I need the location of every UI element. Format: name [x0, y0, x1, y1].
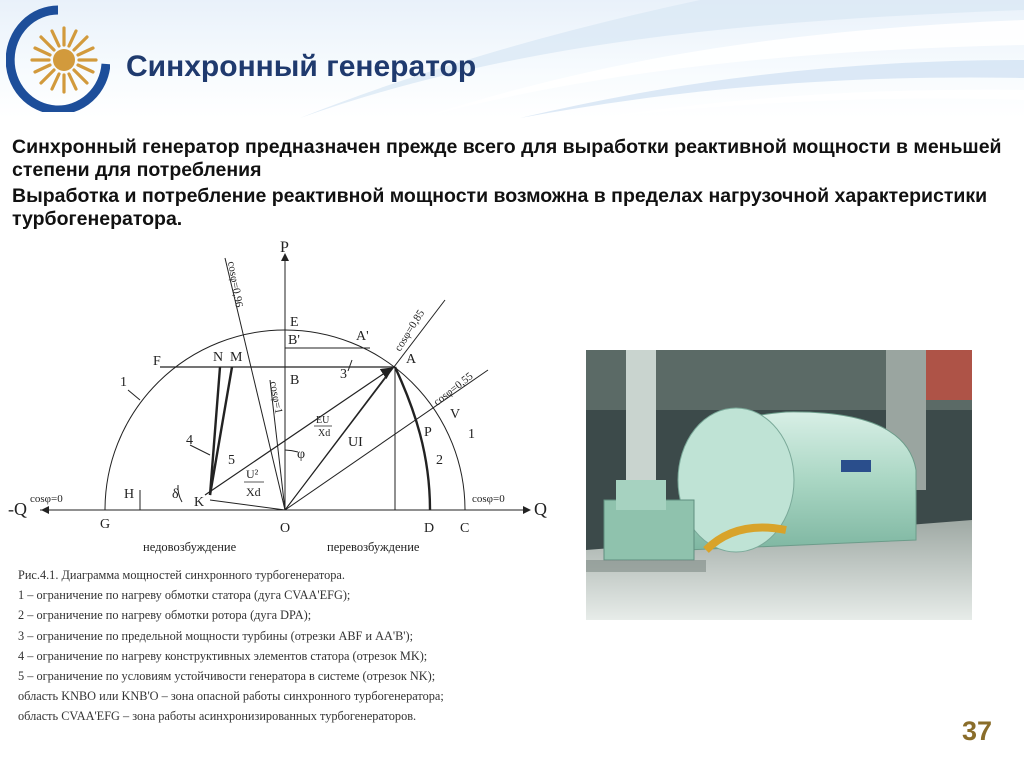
cos055-label: cosφ=0,55 — [431, 370, 476, 409]
point-m: M — [230, 350, 243, 365]
number-2: 2 — [436, 453, 443, 468]
o-a-line — [285, 368, 392, 510]
number-4: 4 — [186, 433, 193, 448]
caption-line: область KNBO или KNB'O – зона опасной работы синхронного турбогенератора; — [18, 689, 444, 704]
number-1-left: 1 — [120, 375, 127, 390]
number-3: 3 — [340, 367, 347, 382]
label-neg-q: -Q — [8, 499, 27, 519]
u2-label: U² — [246, 467, 259, 481]
point-d: D — [424, 521, 435, 536]
page-number: 37 — [962, 716, 993, 746]
caption-line: Рис.4.1. Диаграмма мощностей синхронного турбогенератора. — [18, 568, 345, 582]
caption-line: 1 – ограничение по нагреву обмотки статора (дуга CVAA'EFG); — [18, 588, 351, 603]
region-over-label: перевозбуждение — [327, 540, 420, 554]
point-c: C — [460, 521, 470, 536]
eu-label: EU — [316, 415, 330, 426]
limit-mk — [210, 367, 232, 495]
point-b: B — [290, 373, 300, 388]
point-k: K — [194, 495, 205, 510]
turbogenerator-photo — [586, 350, 972, 620]
point-n: N — [213, 350, 224, 365]
caption-line: область CVAA'EFG – зона работы асинхронизированных турбогенераторов. — [18, 709, 417, 724]
limit-nk — [210, 367, 220, 495]
point-a-prime: A' — [356, 329, 369, 344]
point-v: V — [450, 407, 461, 422]
point-b-prime: B' — [288, 333, 300, 348]
label-p: P — [280, 240, 289, 256]
number-5: 5 — [228, 453, 235, 468]
paragraph-1: Синхронный генератор предназначен прежде всего для выработки реактивной мощности в меньшей степени для потребления — [12, 136, 1002, 181]
phi-label: φ — [297, 447, 306, 462]
label-q: Q — [534, 499, 547, 519]
point-o: O — [280, 521, 291, 536]
power-diagram — [0, 240, 570, 560]
slide-title: Синхронный генератор — [126, 50, 477, 83]
point-h: H — [124, 487, 135, 502]
cos1-label: cosφ=1 — [267, 380, 285, 415]
xd-label: Xd — [318, 428, 331, 439]
ui-label: UI — [348, 435, 363, 450]
region-under-label: недовозбуждение — [143, 540, 237, 554]
point-e: E — [290, 315, 299, 330]
point-f: F — [153, 354, 161, 369]
caption-line: 4 – ограничение по нагреву конструктивных элементов статора (отрезок MK); — [18, 648, 428, 663]
cos0-left-label: cosφ=0 — [30, 493, 63, 505]
point-p: P — [424, 425, 432, 440]
xd2-label: Xd — [246, 485, 261, 499]
cos0-right-label: cosφ=0 — [472, 493, 505, 505]
caption-line: 3 – ограничение по предельной мощности турбины (отрезки ABF и AA'B'); — [18, 628, 414, 643]
delta-label: δ — [172, 487, 179, 502]
figure-caption — [18, 565, 578, 727]
point-a: A — [406, 352, 417, 367]
caption-line: 5 – ограничение по условиям устойчивости генератора в системе (отрезок NK); — [18, 669, 436, 684]
slide-header — [0, 0, 1024, 118]
caption-line: 2 – ограничение по нагреву обмотки ротора (дуга DPA); — [18, 608, 312, 623]
k-o-line — [210, 500, 285, 510]
cos096-label: cosφ=0,96 — [225, 260, 245, 309]
number-1-right: 1 — [468, 427, 475, 442]
sun-logo-icon — [6, 4, 110, 112]
cos085-label: cosφ=0,85 — [392, 307, 428, 354]
paragraph-2: Выработка и потребление реактивной мощности возможна в пределах нагрузочной характеристики турбогенератора. — [12, 185, 988, 230]
point-g: G — [100, 517, 111, 532]
